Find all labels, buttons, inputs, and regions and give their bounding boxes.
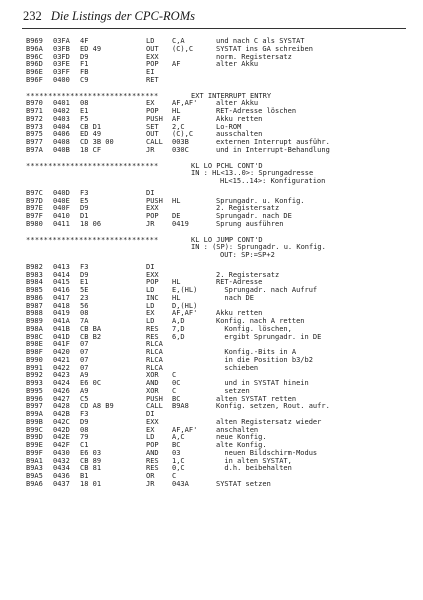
mnemonic: AND	[146, 448, 159, 457]
address: B977	[26, 138, 43, 146]
rom-offset: 0418	[53, 301, 70, 310]
operand: AF	[172, 60, 181, 69]
address: B98F	[26, 348, 43, 356]
mnemonic: LD	[146, 301, 155, 310]
operand: HL	[172, 107, 181, 115]
address: B96C	[26, 52, 43, 61]
mnemonic: LD	[146, 317, 155, 325]
opcode-bytes: E1	[80, 278, 89, 287]
opcode-bytes: 07	[80, 363, 89, 372]
address: B985	[26, 286, 43, 294]
mnemonic: RET	[146, 75, 159, 84]
rom-offset: 042D	[53, 425, 70, 434]
opcode-bytes: 23	[80, 293, 89, 302]
opcode-bytes: CD A8 B9	[80, 402, 114, 411]
address: B97E	[26, 204, 43, 213]
page-title: Die Listings der CPC-ROMs	[50, 9, 195, 23]
rom-offset: 03FF	[53, 68, 70, 76]
address: B991	[26, 363, 43, 372]
rom-offset: 042C	[53, 417, 70, 426]
address: B9A5	[26, 472, 43, 480]
mnemonic: EI	[146, 68, 155, 76]
comment: 2. Registersatz	[216, 204, 280, 213]
mnemonic: RLCA	[146, 355, 163, 364]
opcode-bytes: D9	[80, 204, 89, 213]
operand: 2,C	[172, 122, 185, 131]
operand: (C),C	[172, 130, 194, 139]
mnemonic: EXX	[146, 204, 159, 213]
opcode-bytes: E1	[80, 107, 89, 115]
rom-offset: 042B	[53, 410, 70, 418]
rom-offset: 0417	[53, 293, 70, 302]
rom-offset: 0403	[53, 114, 70, 123]
address: B989	[26, 317, 43, 325]
operand: 0,C	[172, 464, 185, 473]
opcode-bytes: 7A	[80, 317, 89, 325]
comment: Konfig.-Bits in A	[216, 348, 297, 356]
section-heading: KL LO JUMP CONT'D	[191, 235, 263, 244]
comment: nach DE	[216, 293, 254, 302]
operand: BC	[172, 394, 181, 403]
comment: Konfig. löschen,	[216, 324, 292, 333]
opcode-bytes: 07	[80, 340, 89, 349]
opcode-bytes: F1	[80, 60, 89, 69]
mnemonic: JR	[146, 219, 155, 228]
address: B997	[26, 402, 43, 411]
opcode-bytes: C9	[80, 75, 89, 84]
section-note: OUT: SP:=SP+2	[220, 251, 275, 259]
opcode-bytes: 18 01	[80, 479, 102, 488]
address: B97A	[26, 145, 43, 154]
mnemonic: RES	[146, 332, 159, 341]
address: B988	[26, 309, 43, 318]
address: B995	[26, 386, 43, 395]
mnemonic: EX	[146, 99, 155, 108]
opcode-bytes: ED 49	[80, 44, 102, 53]
mnemonic: AND	[146, 379, 159, 387]
address: B99B	[26, 417, 43, 426]
rom-offset: 03FE	[53, 60, 70, 69]
operand: 003B	[172, 138, 189, 146]
mnemonic: JR	[146, 479, 155, 488]
comment: und in SYSTAT hinein	[216, 379, 309, 387]
comment: und in Interrupt-Behandlung	[216, 145, 330, 154]
address: B984	[26, 278, 43, 287]
section-heading: KL LO PCHL CONT'D	[191, 161, 263, 170]
opcode-bytes: 4F	[80, 37, 89, 45]
rom-offset: 0423	[53, 371, 70, 380]
mnemonic: RLCA	[146, 340, 163, 349]
address: B96D	[26, 60, 43, 69]
mnemonic: JR	[146, 145, 155, 154]
opcode-bytes: E6 0C	[80, 379, 102, 387]
rom-offset: 0411	[53, 219, 70, 228]
operand: 7,D	[172, 324, 185, 333]
opcode-bytes: 08	[80, 425, 89, 434]
mnemonic: PUSH	[146, 394, 163, 403]
opcode-bytes: CB B2	[80, 332, 102, 341]
mnemonic: POP	[146, 441, 159, 449]
operand: C	[172, 472, 177, 480]
comment: RET-Adresse	[216, 278, 263, 287]
comment: alter Akku	[216, 99, 259, 108]
opcode-bytes: 07	[80, 348, 89, 356]
opcode-bytes: CB D1	[80, 122, 102, 131]
page-number: 232	[23, 9, 42, 23]
opcode-bytes: D9	[80, 52, 89, 61]
opcode-bytes: D9	[80, 417, 89, 426]
mnemonic: EX	[146, 425, 155, 434]
comment: RET-Adresse löschen	[216, 107, 297, 115]
rom-offset: 0430	[53, 448, 70, 457]
opcode-bytes: E6 03	[80, 448, 102, 457]
page-header	[23, 9, 195, 24]
address: B969	[26, 37, 43, 45]
rom-offset: 0436	[53, 472, 70, 480]
rom-offset: 0416	[53, 286, 70, 294]
comment: d.h. beibehalten	[216, 464, 292, 473]
rom-offset: 041B	[53, 324, 70, 333]
opcode-bytes: CB 89	[80, 456, 102, 465]
separator-stars: ******************************	[26, 91, 159, 100]
section-note: IN : HL<13..0>: Sprungadresse	[191, 169, 314, 178]
operand: C	[172, 371, 177, 380]
mnemonic: OR	[146, 472, 155, 480]
address: B97F	[26, 212, 43, 220]
comment: Konfig. nach A retten	[216, 317, 305, 325]
address: B99A	[26, 410, 43, 418]
mnemonic: DI	[146, 410, 155, 418]
mnemonic: EXX	[146, 417, 159, 426]
rom-offset: 041A	[53, 317, 70, 325]
operand: 030C	[172, 145, 189, 154]
comment: alte Konfig.	[216, 441, 267, 449]
rom-offset: 0415	[53, 278, 70, 287]
operand: AF,AF'	[172, 99, 198, 108]
rom-offset: 03FA	[53, 37, 70, 45]
rom-offset: 0420	[53, 348, 70, 356]
mnemonic: SET	[146, 122, 159, 131]
opcode-bytes: F3	[80, 410, 89, 418]
mnemonic: XOR	[146, 371, 159, 380]
rom-offset: 03FB	[53, 44, 70, 53]
opcode-bytes: 07	[80, 355, 89, 364]
rom-offset: 0410	[53, 212, 70, 220]
opcode-bytes: FB	[80, 68, 89, 76]
comment: Sprungadr. u. Konfig.	[216, 196, 305, 205]
opcode-bytes: D9	[80, 270, 89, 279]
comment: neue Konfig.	[216, 433, 267, 442]
opcode-bytes: 5E	[80, 286, 89, 294]
mnemonic: RLCA	[146, 348, 163, 356]
mnemonic: CALL	[146, 402, 163, 411]
opcode-bytes: CB 81	[80, 464, 102, 473]
address: B992	[26, 371, 43, 380]
operand: (C),C	[172, 44, 194, 53]
address: B993	[26, 379, 43, 387]
mnemonic: POP	[146, 60, 159, 69]
rom-offset: 041F	[53, 340, 70, 349]
rom-offset: 0437	[53, 479, 70, 488]
address: B971	[26, 107, 43, 115]
comment: Sprungadr. nach DE	[216, 212, 292, 220]
comment: setzen	[216, 386, 250, 395]
mnemonic: OUT	[146, 130, 159, 139]
rom-offset: 0432	[53, 456, 70, 465]
rom-offset: 0400	[53, 75, 70, 84]
address: B996	[26, 394, 43, 403]
address: B98E	[26, 340, 43, 349]
operand: BC	[172, 441, 181, 449]
opcode-bytes: C5	[80, 394, 89, 403]
operand: A,C	[172, 433, 185, 442]
rom-offset: 0413	[53, 262, 70, 271]
operand: 03	[172, 448, 181, 457]
mnemonic: LD	[146, 433, 155, 442]
opcode-bytes: D1	[80, 212, 89, 220]
mnemonic: INC	[146, 293, 159, 302]
comment: in die Position b3/b2	[216, 355, 313, 364]
mnemonic: RES	[146, 456, 159, 465]
address: B987	[26, 301, 43, 310]
address: B99C	[26, 425, 43, 434]
address: B986	[26, 293, 43, 302]
address: B97D	[26, 196, 43, 205]
address: B96F	[26, 75, 43, 84]
operand: DE	[172, 212, 181, 220]
opcode-bytes: B1	[80, 472, 89, 480]
opcode-bytes: 08	[80, 99, 89, 108]
comment: alten Registersatz wieder	[216, 417, 322, 426]
rom-offset: 042F	[53, 441, 70, 449]
rom-offset: 0426	[53, 386, 70, 395]
opcode-bytes: 18 CF	[80, 145, 102, 154]
rom-offset: 041D	[53, 332, 70, 341]
operand: 1,C	[172, 456, 185, 465]
address: B980	[26, 219, 43, 228]
mnemonic: LD	[146, 37, 155, 45]
address: B98A	[26, 324, 43, 333]
rom-offset: 0414	[53, 270, 70, 279]
rom-offset: 040B	[53, 145, 70, 154]
comment: alten SYSTAT retten	[216, 394, 297, 403]
header-rule	[22, 28, 406, 29]
opcode-bytes: 18 06	[80, 219, 102, 228]
comment: Lo-ROM	[216, 122, 242, 131]
rom-offset: 0406	[53, 130, 70, 139]
rom-offset: 0419	[53, 309, 70, 318]
rom-offset: 042E	[53, 433, 70, 442]
comment: SYSTAT setzen	[216, 479, 271, 488]
mnemonic: EX	[146, 309, 155, 318]
comment: und nach C als SYSTAT	[216, 37, 305, 45]
operand: 6,D	[172, 332, 185, 341]
operand: 043A	[172, 479, 189, 488]
address: B982	[26, 262, 43, 271]
opcode-bytes: E5	[80, 196, 89, 205]
comment: norm. Registersatz	[216, 52, 292, 61]
mnemonic: CALL	[146, 138, 163, 146]
rom-offset: 0434	[53, 464, 70, 473]
operand: 0C	[172, 379, 181, 387]
opcode-bytes: A9	[80, 386, 89, 395]
mnemonic: EXX	[146, 270, 159, 279]
rom-offset: 0428	[53, 402, 70, 411]
address: B99D	[26, 433, 43, 442]
mnemonic: OUT	[146, 44, 159, 53]
rom-offset: 0404	[53, 122, 70, 131]
address: B970	[26, 99, 43, 108]
opcode-bytes: ED 49	[80, 130, 102, 139]
address: B972	[26, 114, 43, 123]
address: B975	[26, 130, 43, 139]
opcode-bytes: A9	[80, 371, 89, 380]
operand: HL	[172, 278, 181, 287]
mnemonic: POP	[146, 212, 159, 220]
operand: D,(HL)	[172, 301, 198, 310]
operand: B9A8	[172, 402, 189, 411]
address: B990	[26, 355, 43, 364]
mnemonic: XOR	[146, 386, 159, 395]
comment: neuen Bildschirm-Modus	[216, 448, 318, 457]
opcode-bytes: 08	[80, 309, 89, 318]
rom-offset: 03FD	[53, 52, 70, 61]
mnemonic: RES	[146, 324, 159, 333]
comment: anschalten	[216, 425, 259, 434]
opcode-bytes: CB BA	[80, 324, 102, 333]
opcode-bytes: F5	[80, 114, 89, 123]
address: B973	[26, 122, 43, 131]
mnemonic: LD	[146, 286, 155, 294]
operand: HL	[172, 293, 181, 302]
address: B9A3	[26, 464, 43, 473]
rom-offset: 0402	[53, 107, 70, 115]
address: B99F	[26, 448, 43, 457]
mnemonic: EXX	[146, 52, 159, 61]
opcode-bytes: F3	[80, 188, 89, 197]
mnemonic: DI	[146, 188, 155, 197]
comment: ergibt Sprungadr. in DE	[216, 332, 322, 341]
comment: Akku retten	[216, 114, 263, 123]
operand: AF,AF'	[172, 425, 198, 434]
opcode-bytes: C1	[80, 441, 89, 449]
section-heading: EXT INTERRUPT ENTRY	[191, 91, 272, 100]
comment: in alten SYSTAT,	[216, 456, 292, 465]
address: B9A6	[26, 479, 43, 488]
comment: Sprungadr. nach Aufruf	[216, 286, 318, 294]
separator-stars: ******************************	[26, 161, 159, 170]
address: B983	[26, 270, 43, 279]
address: B99E	[26, 441, 43, 449]
comment: schieben	[216, 363, 259, 372]
operand: 0419	[172, 219, 189, 228]
section-note: HL<15..14>: Konfiguration	[220, 177, 326, 185]
rom-offset: 040F	[53, 204, 70, 213]
rom-offset: 0422	[53, 363, 70, 372]
rom-offset: 040E	[53, 196, 70, 205]
comment: externen Interrupt ausführ.	[216, 138, 330, 146]
mnemonic: POP	[146, 278, 159, 287]
operand: C	[172, 386, 177, 395]
address: B96E	[26, 68, 43, 76]
opcode-bytes: CD 3B 00	[80, 138, 114, 146]
mnemonic: RLCA	[146, 363, 163, 372]
separator-stars: ******************************	[26, 235, 159, 244]
address: B97C	[26, 188, 43, 197]
rom-offset: 040D	[53, 188, 70, 197]
comment: Akku retten	[216, 309, 263, 318]
mnemonic: RES	[146, 464, 159, 473]
opcode-bytes: 56	[80, 301, 89, 310]
mnemonic: PUSH	[146, 196, 163, 205]
operand: C,A	[172, 37, 185, 45]
rom-offset: 0424	[53, 379, 70, 387]
rom-offset: 0408	[53, 138, 70, 146]
section-note: IN : (SP): Sprungadr. u. Konfig.	[191, 243, 326, 252]
operand: A,D	[172, 317, 185, 325]
address: B96A	[26, 44, 43, 53]
operand: HL	[172, 196, 181, 205]
address: B9A1	[26, 456, 43, 465]
comment: 2. Registersatz	[216, 270, 280, 279]
operand: AF,AF'	[172, 309, 198, 318]
address: B98C	[26, 332, 43, 341]
opcode-bytes: 79	[80, 433, 89, 442]
comment: Konfig. setzen, Rout. aufr.	[216, 402, 330, 411]
opcode-bytes: F3	[80, 262, 89, 271]
comment: Sprung ausführen	[216, 219, 284, 228]
comment: SYSTAT ins GA schreiben	[216, 44, 313, 53]
mnemonic: PUSH	[146, 114, 163, 123]
operand: AF	[172, 114, 181, 123]
rom-offset: 0421	[53, 355, 70, 364]
mnemonic: DI	[146, 262, 155, 271]
operand: E,(HL)	[172, 286, 198, 294]
rom-offset: 0401	[53, 99, 70, 108]
comment: ausschalten	[216, 130, 263, 139]
comment: alter Akku	[216, 60, 259, 69]
rom-offset: 0427	[53, 394, 70, 403]
mnemonic: POP	[146, 107, 159, 115]
